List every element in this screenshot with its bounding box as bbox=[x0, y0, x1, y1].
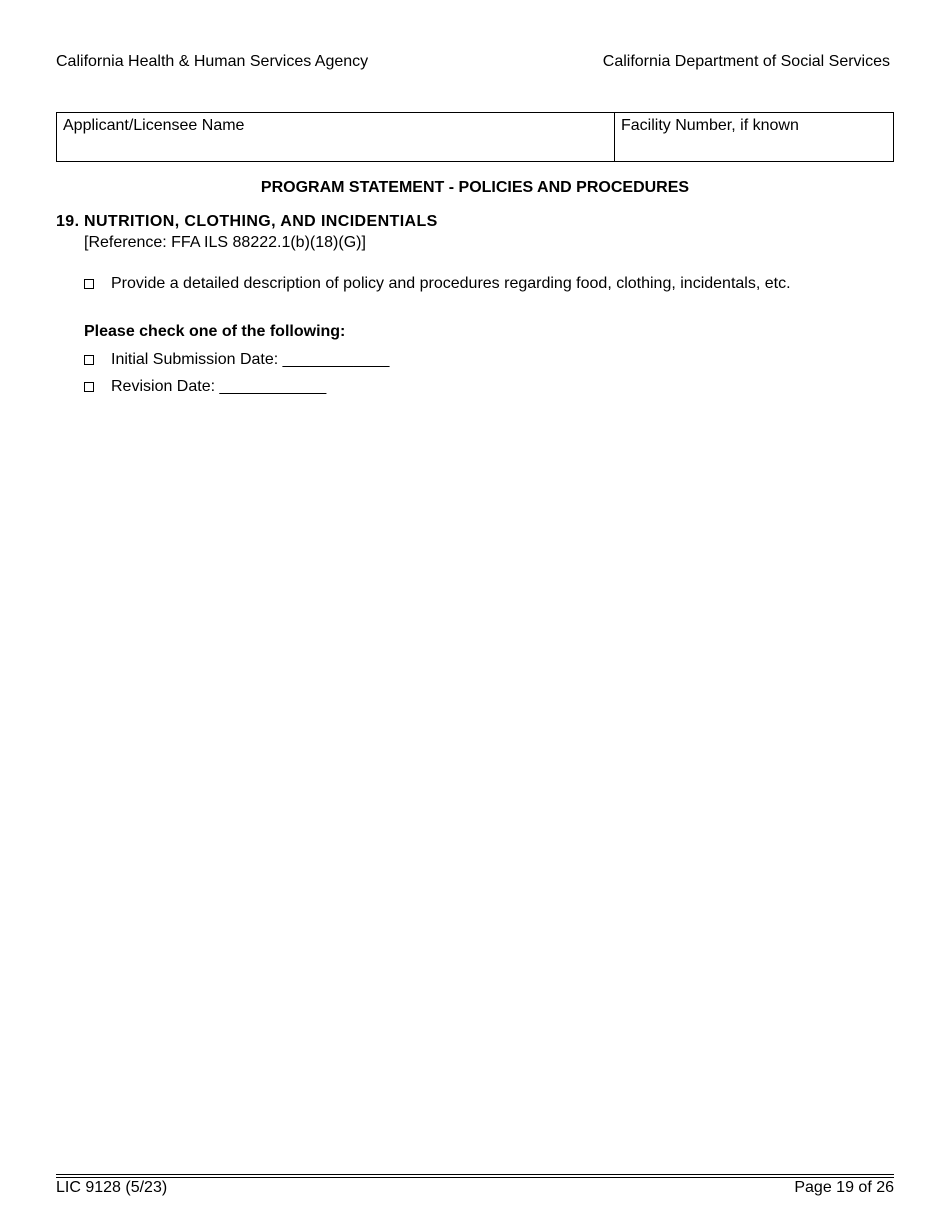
agency-header: California Health & Human Services Agency bbox=[56, 53, 369, 70]
applicant-name-field[interactable] bbox=[57, 113, 615, 161]
facility-number-label: Facility Number, if known bbox=[621, 117, 799, 134]
initial-submission-row bbox=[84, 351, 389, 369]
item-heading bbox=[56, 213, 438, 231]
revision-checkbox[interactable] bbox=[84, 382, 94, 392]
item-title: NUTRITION, CLOTHING, AND INCIDENTIALS bbox=[84, 213, 438, 230]
applicant-name-label: Applicant/Licensee Name bbox=[63, 117, 245, 134]
submission-prompt: Please check one of the following: bbox=[84, 323, 346, 340]
revision-label: Revision Date: ____________ bbox=[111, 378, 327, 395]
description-checkbox-label: Provide a detailed description of policy and procedures regarding food, clothing, incidentals, etc. bbox=[111, 275, 791, 292]
department-header: California Department of Social Services bbox=[602, 53, 890, 70]
initial-submission-checkbox[interactable] bbox=[84, 355, 94, 365]
item-number: 19. bbox=[56, 213, 80, 230]
description-checkbox-row bbox=[84, 275, 791, 293]
description-checkbox[interactable] bbox=[84, 279, 94, 289]
section-title: PROGRAM STATEMENT - POLICIES AND PROCEDURES bbox=[260, 179, 690, 196]
item-reference: [Reference: FFA ILS 88222.1(b)(18)(G)] bbox=[84, 234, 366, 251]
footer-divider bbox=[56, 1174, 894, 1178]
page-number: Page 19 of 26 bbox=[794, 1179, 894, 1196]
form-id: LIC 9128 (5/23) bbox=[56, 1179, 168, 1196]
facility-number-field[interactable] bbox=[615, 113, 893, 161]
initial-submission-label: Initial Submission Date: ____________ bbox=[111, 351, 390, 368]
applicant-info-table bbox=[56, 112, 894, 162]
revision-row bbox=[84, 378, 326, 396]
